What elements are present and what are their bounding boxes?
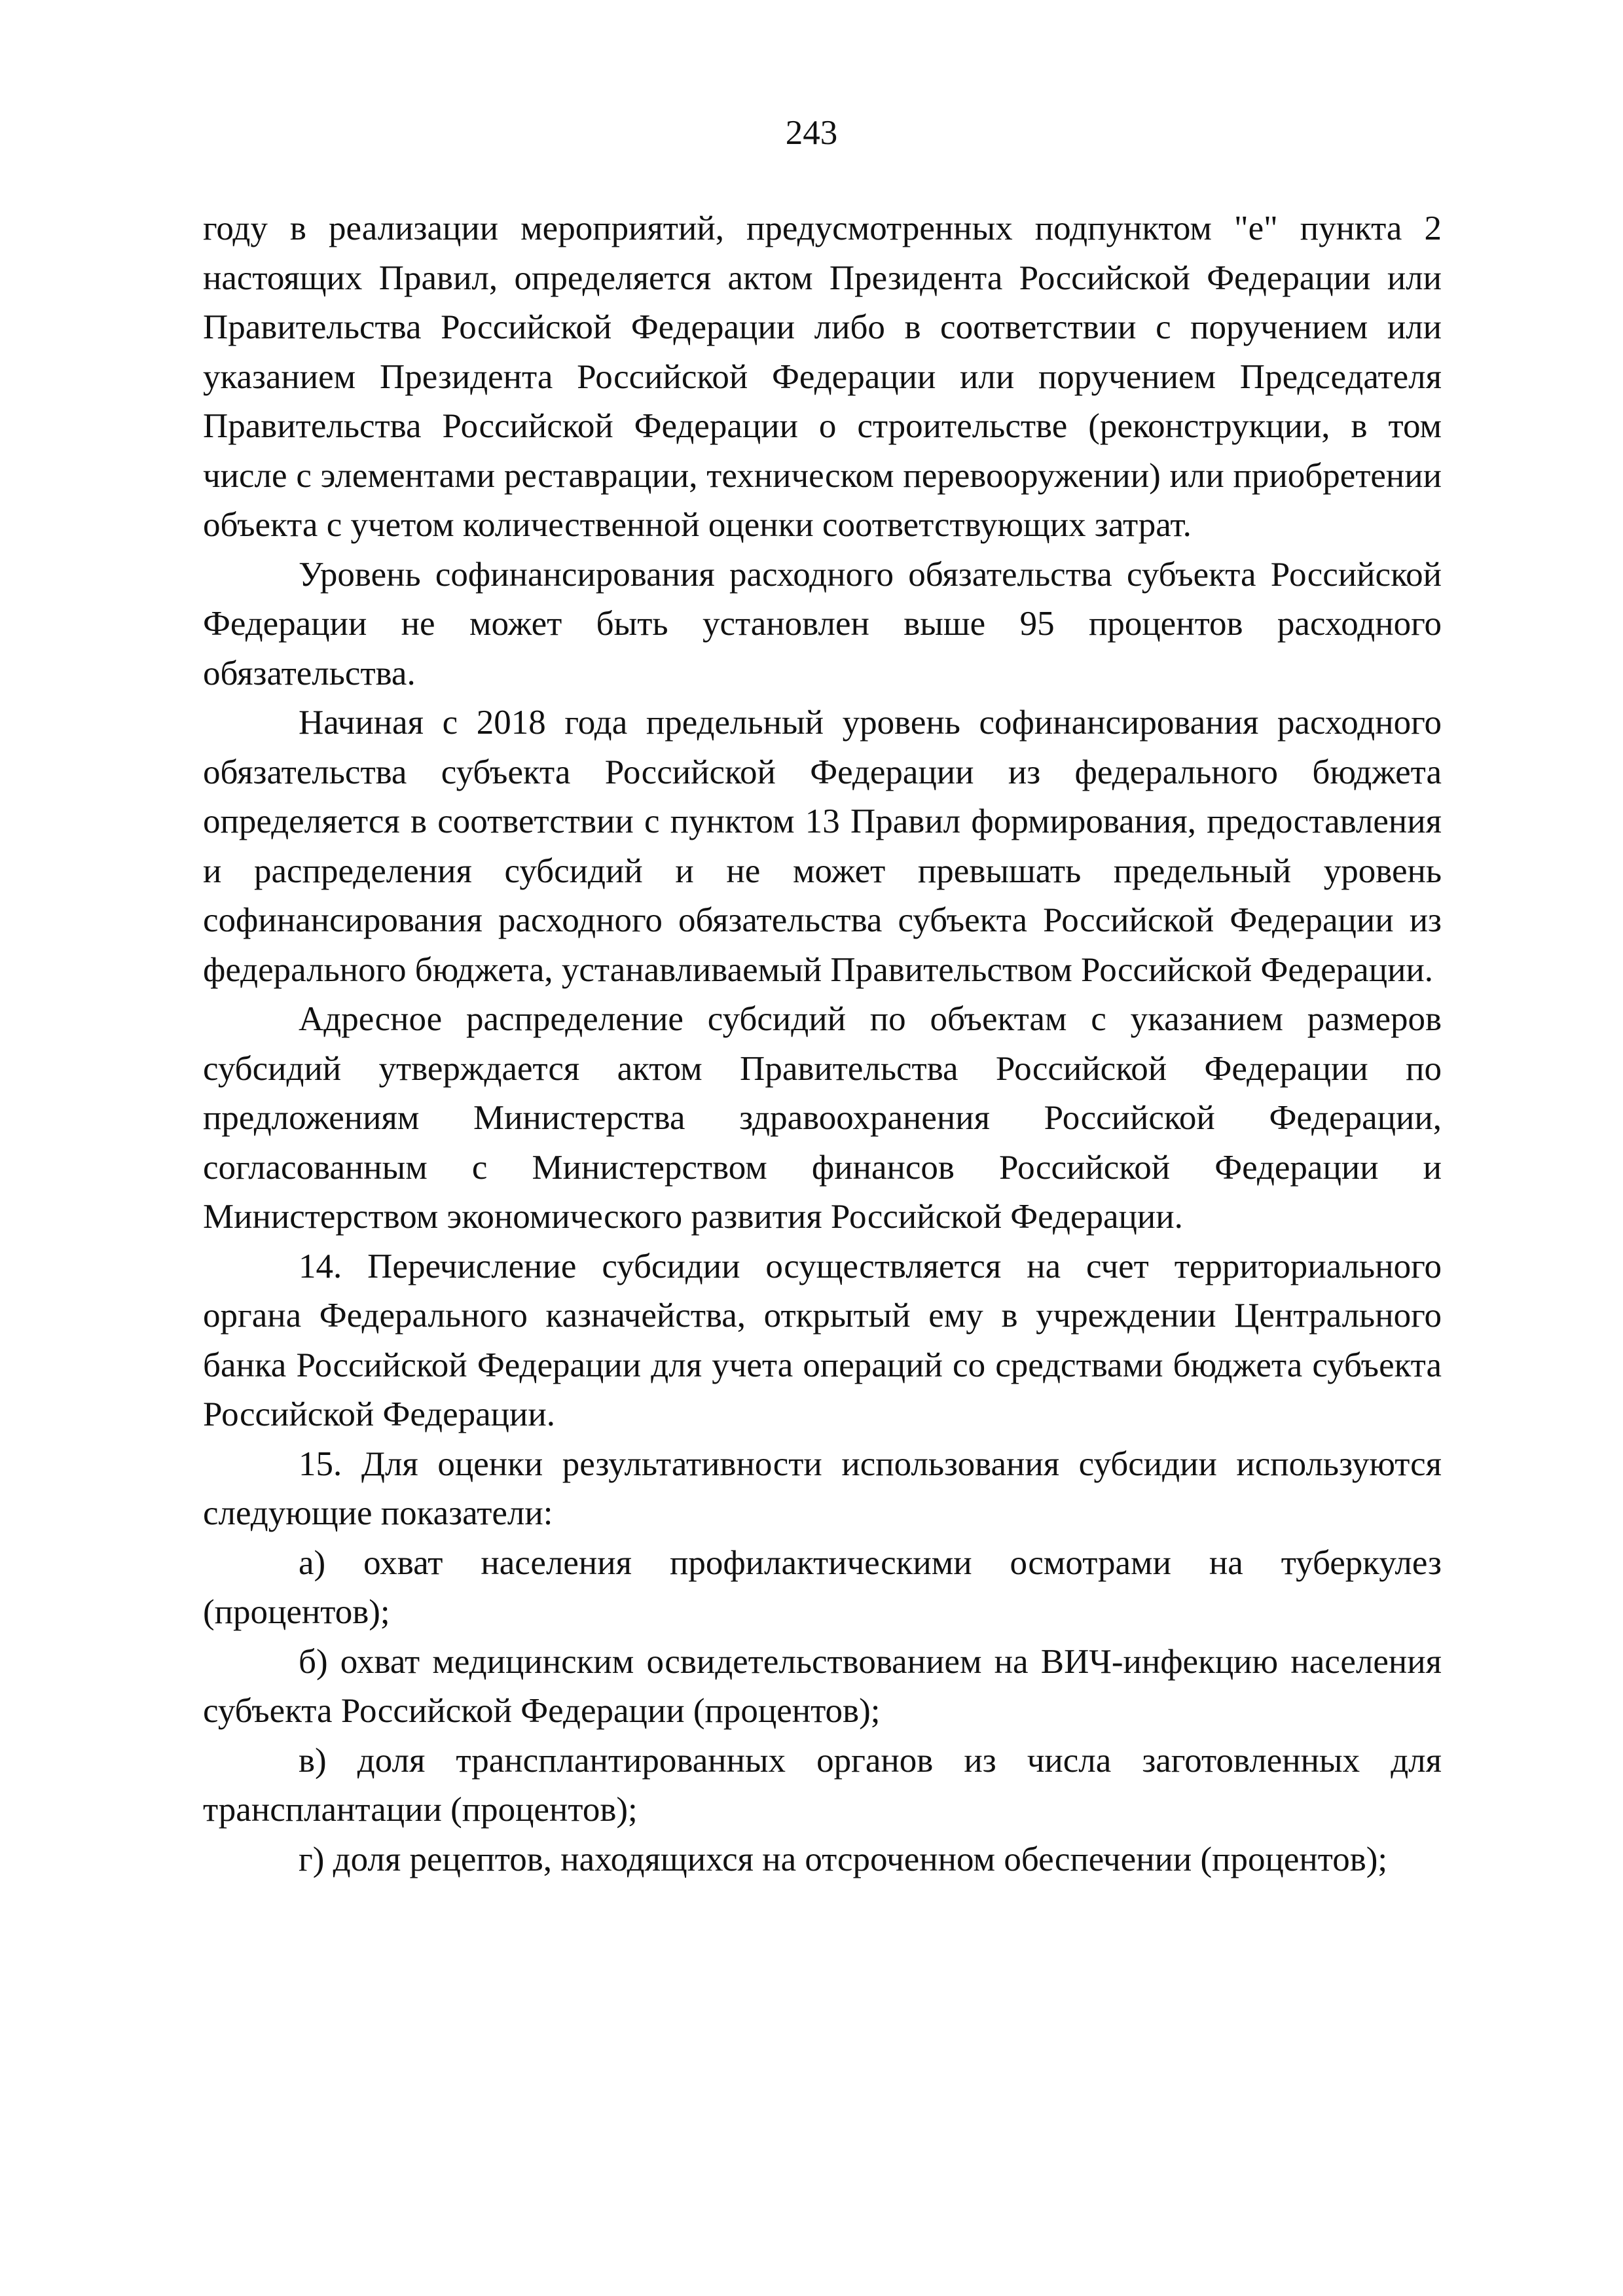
page-number: 243 [785, 114, 838, 152]
paragraph-indicator-v: в) доля трансплантированных органов из числа заготовленных для трансплантации (процентов); [203, 1741, 1442, 1829]
paragraph-cofinancing-2018: Начиная с 2018 года предельный уровень софинансирования расходного обязательства субъекта Российской Федерации из федерального бюджета определяется в соответствии с пунктом 13 Правил формирования, предоставления и распределения субсидий и не может превышать предельный уровень софинансирования расходного обязательства субъекта Российской Федерации из федерального бюджета, устанавливаемый Правительством Российской Федерации. [203, 704, 1442, 989]
document-body [203, 204, 1442, 1884]
paragraph-item-14: 14. Перечисление субсидии осуществляется на счет территориального органа Федерального казначейства, открытый ему в учреждении Центрального банка Российской Федерации для учета операций со средствами бюджета субъекта Российской Федерации. [203, 1247, 1442, 1433]
paragraph-indicator-b: б) охват медицинским освидетельствованием на ВИЧ-инфекцию населения субъекта Российской Федерации (процентов); [203, 1642, 1442, 1730]
paragraph-continuation: году в реализации мероприятий, предусмотренных подпунктом "е" пункта 2 настоящих Правил, определяется актом Президента Российской Федерации или Правительства Российской Федерации либо в соответствии с поручением или указанием Президента Российской Федерации или поручением Председателя Правительства Российской Федерации о строительстве (реконструкции, в том числе с элементами реставрации, техническом перевооружении) или приобретении объекта с учетом количественной оценки соответствующих затрат. [203, 209, 1442, 544]
paragraph-indicator-g: г) доля рецептов, находящихся на отсроченном обеспечении (процентов); [299, 1840, 1388, 1878]
paragraph-indicator-a: а) охват населения профилактическими осмотрами на туберкулез (процентов); [203, 1543, 1442, 1631]
paragraph-cofinancing-level: Уровень софинансирования расходного обязательства субъекта Российской Федерации не может быть установлен выше 95 процентов расходного обязательства. [203, 555, 1442, 692]
paragraph-address-distribution: Адресное распределение субсидий по объектам с указанием размеров субсидий утверждается актом Правительства Российской Федерации по предложениям Министерства здравоохранения Российской Федерации, согласованным с Министерством финансов Российской Федерации и Министерством экономического развития Российской Федерации. [203, 1000, 1442, 1236]
paragraph-item-15: 15. Для оценки результативности использования субсидии используются следующие показатели: [203, 1444, 1442, 1532]
